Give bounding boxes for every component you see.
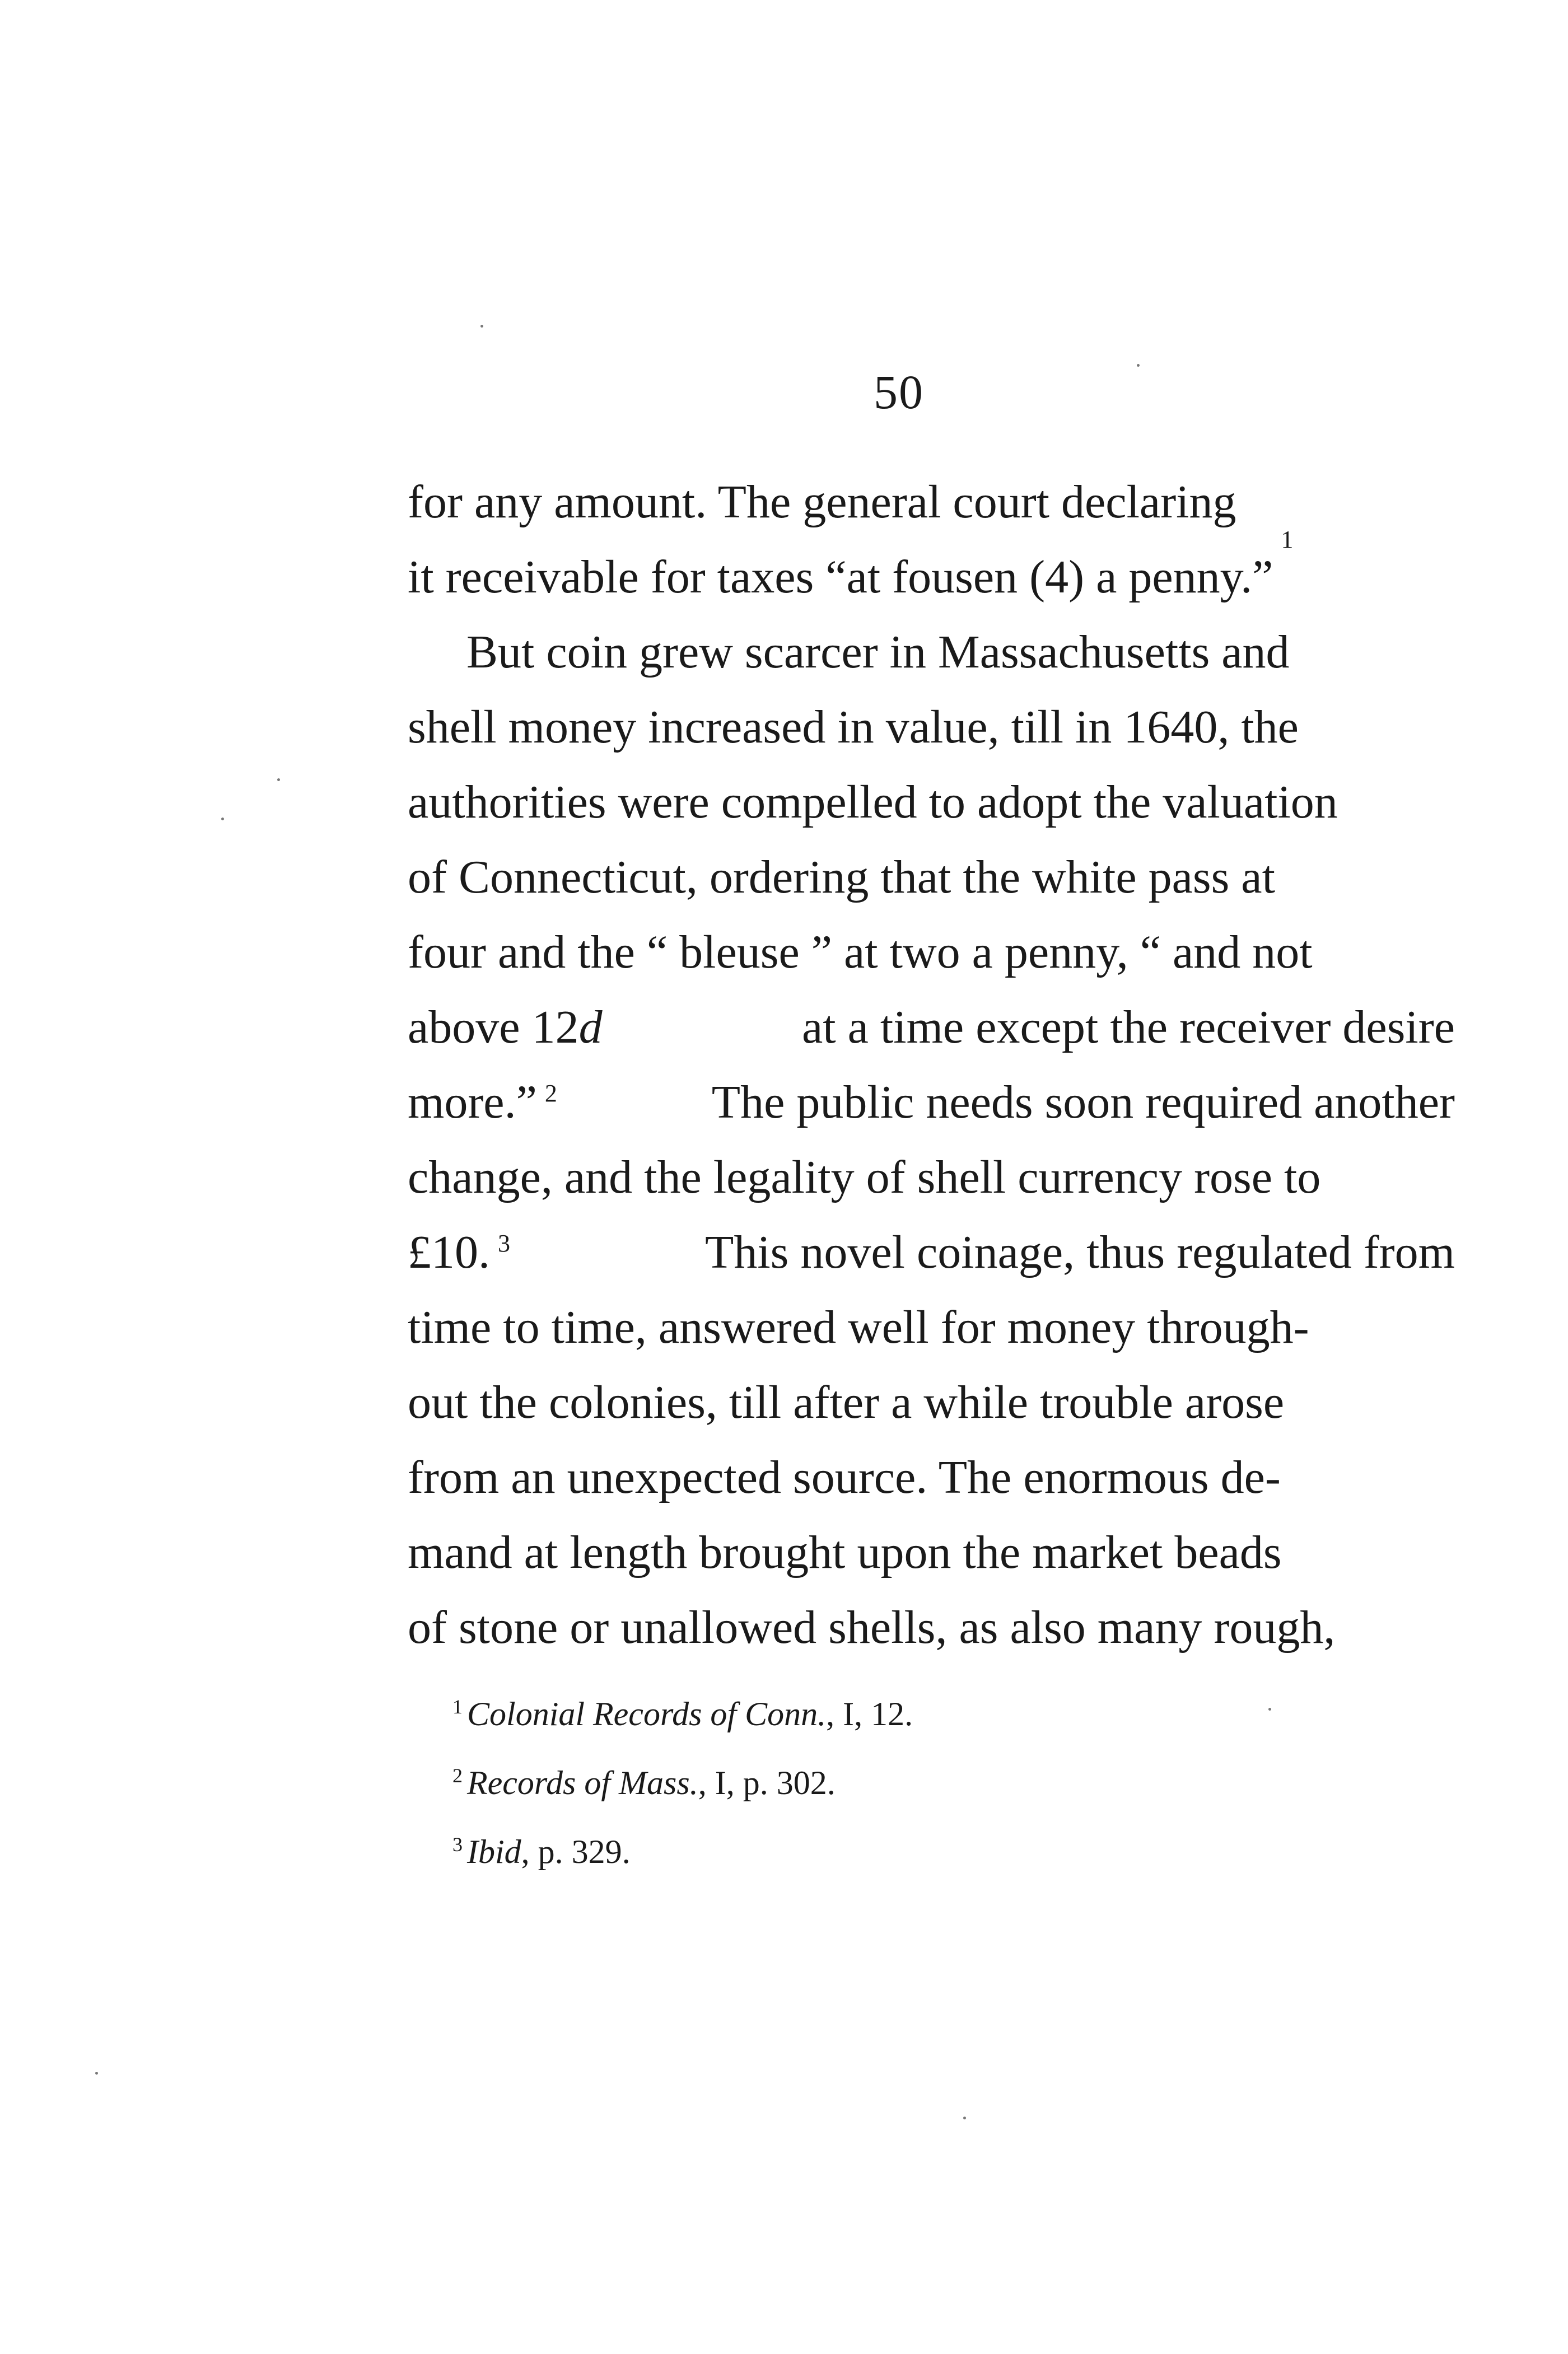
footnote-ref-2: 2 [544,1080,557,1107]
page-number: 50 [874,365,924,419]
scan-speck [963,2117,966,2119]
footnote-rest: , I, p. 302. [698,1764,836,1801]
line-text: it receivable for taxes “at fousen (4) a penny.” [408,551,1273,603]
scan-speck [1137,364,1140,367]
text-line-16 [408,1590,1455,1665]
line-text: shell money increased in value, till in 1640, the [408,701,1299,753]
line-text: of stone or unallowed shells, as also many rough, [408,1601,1336,1654]
footnote-title: Ibid [467,1833,521,1870]
line-text: above 12 [408,1001,579,1053]
body-text [408,465,1455,1665]
line-text: four and the “ bleuse ” at two a penny, “ and not [408,926,1313,978]
footnote-number: 2 [452,1764,463,1787]
text-line-14 [408,1440,1455,1515]
footnotes [452,1680,913,1886]
text-line-4 [408,690,1455,765]
line-text: at a time except the receiver desire [802,1001,1455,1053]
text-line-10 [408,1140,1455,1215]
text-line-8 [408,990,1455,1065]
line-text: mand at length brought upon the market beads [408,1526,1282,1578]
line-text: time to time, answered well for money through- [408,1301,1309,1353]
line-text: of Connecticut, ordering that the white pass at [408,851,1275,903]
text-line-11 [408,1215,1455,1290]
line-text: £10. [408,1226,490,1278]
text-line-13 [408,1365,1455,1440]
line-text: This novel coinage, thus regulated from [705,1226,1455,1278]
line-text: more.” [408,1076,537,1128]
line-text-part [408,1215,510,1290]
footnote-ref-3: 3 [498,1230,510,1257]
text-line-5 [408,765,1455,840]
pence-symbol: d [578,1001,603,1053]
scan-speck [95,2072,98,2075]
footnote-2 [452,1749,913,1818]
footnote-1 [452,1680,913,1749]
line-text: But coin grew scarcer in Massachusetts and [466,626,1290,678]
line-text-part [408,990,603,1065]
text-line-15 [408,1515,1455,1590]
text-line-2 [408,526,1455,615]
text-line-1 [408,465,1455,540]
footnote-3 [452,1818,913,1886]
text-line-3 [408,615,1455,690]
text-line-7 [408,915,1455,990]
footnote-title: Records of Mass. [467,1764,698,1801]
line-text: from an unexpected source. The enormous de- [408,1451,1281,1503]
text-line-9 [408,1065,1455,1140]
line-text: for any amount. The general court declaring [408,476,1236,528]
footnote-number: 1 [452,1696,463,1718]
footnote-ref-1: 1 [1281,526,1294,553]
scan-speck [221,818,224,820]
scan-speck [1268,1708,1271,1711]
line-text: out the colonies, till after a while trouble arose [408,1376,1285,1428]
scan-speck [277,778,280,781]
text-line-6 [408,840,1455,915]
line-text: The public needs soon required another [711,1076,1455,1128]
footnote-title: Colonial Records of Conn. [467,1696,827,1732]
text-line-12 [408,1290,1455,1365]
line-text: authorities were compelled to adopt the valuation [408,776,1338,828]
footnote-rest: , p. 329. [521,1833,631,1870]
scan-speck [480,325,483,328]
line-text-part [408,1065,557,1140]
footnote-number: 3 [452,1833,463,1856]
footnote-rest: , I, 12. [826,1696,913,1732]
line-text: change, and the legality of shell currency rose to [408,1151,1321,1203]
